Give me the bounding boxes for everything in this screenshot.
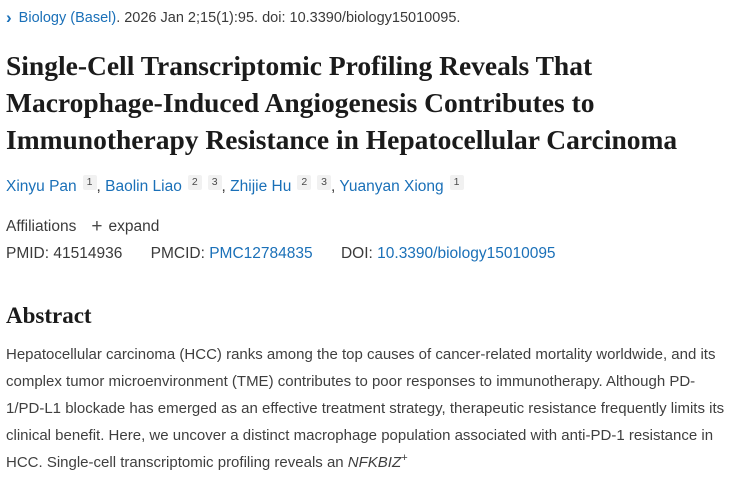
gene-superscript-plus: + <box>401 452 408 465</box>
doi-item <box>341 245 556 262</box>
abstract-heading: Abstract <box>6 303 92 329</box>
pmcid-label: PMCID: <box>150 245 205 263</box>
article-title: Single-Cell Transcriptomic Profiling Reveals That Macrophage-Induced Angiogenesis Contributes to Immunotherapy Resistance in Hepatocellular Carcinoma <box>6 50 678 155</box>
journal-link[interactable]: Biology (Basel) <box>18 10 117 26</box>
pmid-item <box>6 245 122 262</box>
identifiers-row <box>6 245 736 263</box>
affiliation-number[interactable]: 3 <box>317 175 331 190</box>
affiliations-label: Affiliations <box>6 217 77 235</box>
plus-icon: + <box>91 216 103 238</box>
gene-name-italic: NFKBIZ <box>347 454 402 472</box>
affiliation-number[interactable]: 1 <box>83 175 97 190</box>
author-link[interactable]: Zhijie Hu <box>230 178 292 196</box>
citation-text: . 2026 Jan 2;15(1):95. doi: 10.3390/biology15010095. <box>116 10 461 26</box>
doi-link[interactable]: 10.3390/biology15010095 <box>377 245 556 263</box>
affiliation-number[interactable]: 1 <box>450 175 464 190</box>
pmcid-link[interactable]: PMC12784835 <box>209 245 313 263</box>
affiliations-row <box>6 217 736 236</box>
chevron-right-icon[interactable]: › <box>6 8 12 27</box>
journal-citation-line <box>6 8 736 28</box>
expand-label: expand <box>108 217 160 235</box>
pmid-value: 41514936 <box>53 245 123 263</box>
author-separator: , <box>221 178 231 196</box>
doi-label: DOI: <box>340 245 373 263</box>
author-separator: , <box>331 178 340 196</box>
expand-affiliations-button[interactable] <box>91 217 159 236</box>
pmcid-item <box>151 245 313 262</box>
author-link[interactable]: Yuanyan Xiong <box>339 178 444 196</box>
authors-list <box>6 177 736 196</box>
pmid-label: PMID: <box>6 245 50 263</box>
author-link[interactable]: Xinyu Pan <box>6 178 77 196</box>
affiliation-number[interactable]: 2 <box>297 175 311 190</box>
abstract-paragraph <box>6 341 732 476</box>
affiliation-number[interactable]: 3 <box>208 175 222 190</box>
author-separator: , <box>96 178 106 196</box>
affiliation-number[interactable]: 2 <box>188 175 202 190</box>
abstract-text-segment: Hepatocellular carcinoma (HCC) ranks among the top causes of cancer-related mortality worldwide, and its complex tumor microenvironment (TME) contributes to poor responses to immunotherapy. Although PD-1/PD-L1 blockade has emerged as an effective treatment strategy, therapeutic resistance frequently limits its clinical benefit. Here, we uncover a distinct macrophage population associated with anti-PD-1 resistance in HCC. Single-cell transcriptomic profiling reveals an <box>6 346 725 472</box>
author-link[interactable]: Baolin Liao <box>105 178 182 196</box>
